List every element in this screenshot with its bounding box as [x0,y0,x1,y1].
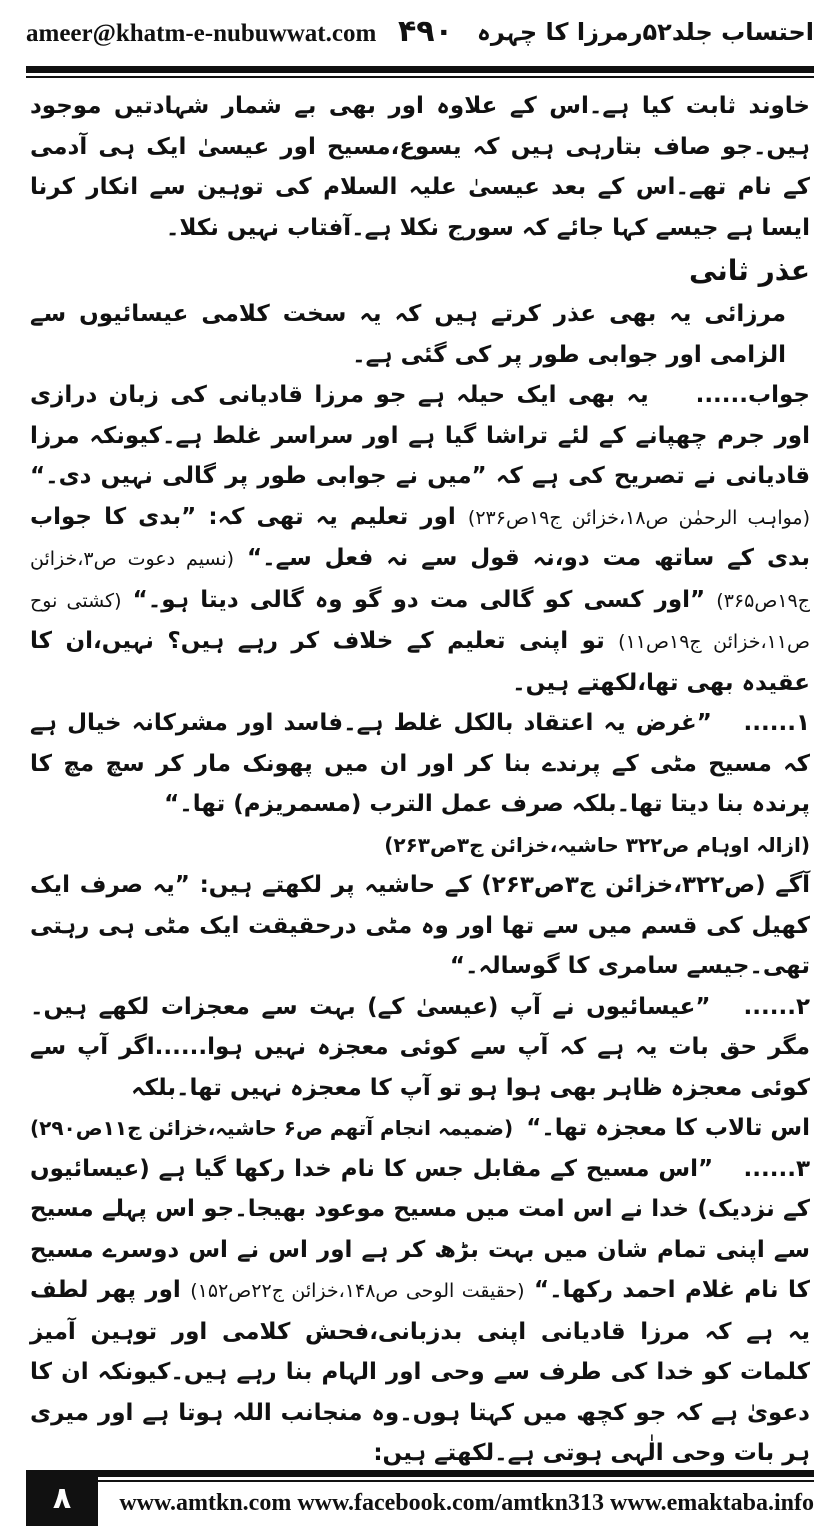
answer-label: جواب...... [695,382,810,408]
item-2-end: اس تالاب کا معجزہ تھا۔“ [526,1115,810,1141]
quote-item-1 [30,703,810,825]
header-page-number: ۴۹۰ [398,14,453,49]
item-1-continuation: آگے (ص۳۲۲،خزائن ج۳ص۲۶۳) کے حاشیہ پر لکھتے ہیں: ”یہ صرف ایک کھیل کی قسم میں سے تھا اور وہ مٹی درحقیقت ایک مٹی ہی رہتی تھی۔جیسے سامری کا گوسالہ۔“ [30,872,810,979]
item-3-text: ”اس مسیح کے مقابل جس کا نام خدا رکھا گیا ہے (عیسائیوں کے نزدیک) خدا نے اس امت میں مسیح موعود بھیجا۔جو اس پہلے مسیح سے اپنی تمام شان میں بہت بڑھ کر ہے اور اس نے اس دوسرے مسیح کا نام غلام احمد رکھا۔“ [30,1155,810,1303]
header-email-link[interactable]: ameer@khatm-e-nubuwwat.com [26,20,377,47]
section-heading: عذر ثانی [688,254,810,287]
header-title: احتساب جلد۵۲رمرزا کا چہرہ [476,18,814,46]
item-1-reference: (ازالہ اوہام ص۳۲۲ حاشیہ،خزائن ج۳ص۲۶۳) [384,832,810,857]
closing-text: اور پھر لطف یہ ہے کہ مرزا قادیانی اپنی بدزبانی،فحش کلامی اور توہین آمیز کلمات کو خدا کی طرف سے وحی اور الہام بنا رہے ہیں۔کیونکہ ان کا دعویٰ ہے کہ جو کچھ میں کہتا ہوں۔وہ منجانب اللہ ہوتا ہے اور میری ہر بات وحی الٰہی ہوتی ہے۔لکھتے ہیں: [30,1277,810,1466]
answer-text-d: تو اپنی تعلیم کے خلاف کر رہے ہیں؟ نہیں،ان کا عقیدہ بھی تھا،لکھتے ہیں۔ [30,628,810,696]
answer-text-c: ”اور کسی کو گالی مت دو گو وہ گالی دیتا ہو۔“ [132,586,706,613]
quote-item-3 [30,1149,810,1474]
quote-item-2 [30,987,810,1109]
item-2-number: ۲...... [743,993,810,1020]
answer-text-a: یہ بھی ایک حیلہ ہے جو مرزا قادیانی کی زبان درازی اور جرم چھپانے کے لئے تراشا گیا ہے اور سراسر غلط ہے۔کیونکہ مرزا قادیانی نے تصریح کی ہے کہ ”میں نے جوابی طور پر گالی نہیں دی۔“ [30,382,810,489]
header-rule-thick [26,66,814,73]
item-2-end-row [30,1108,810,1149]
citation-mawahib: (مواہب الرحمٰن ص۱۸،خزائن ج۱۹ص۲۳۶) [467,506,810,529]
page-body [30,86,811,1466]
page-footer [26,1470,814,1530]
item-1-text: ”غرض یہ اعتقاد بالکل غلط ہے۔فاسد اور مشرکانہ خیال ہے کہ مسیح مٹی کے پرندے بنا کر اور ان میں پھونک مار کر سچ مچ کا پرندہ بنا دیتا تھا۔بلکہ صرف عمل الترب (مسمریزم) تھا۔“ [30,710,810,817]
footer-rule-thick [26,1470,814,1477]
page-header [26,14,814,64]
citation-haqiqat: (حقیقت الوحی ص۱۴۸،خزائن ج۲۲ص۱۵۲) [190,1280,525,1302]
header-rule-thin [26,76,814,78]
item-2-reference: (ضمیمہ انجام آتھم ص۶ حاشیہ،خزائن ج۱۱ص۲۹۰) [30,1116,514,1140]
footer-rule-thin [26,1480,814,1482]
item-1-number: ۱...... [743,710,810,736]
item-2-text: ”عیسائیوں نے آپ (عیسیٰ کے) بہت سے معجزات لکھے ہیں۔مگر حق بات یہ ہے کہ آپ سے کوئی معجزہ نہیں ہوا......اگر آپ سے کوئی معجزہ ظاہر بھی ہوا ہو تو آپ کا معجزہ نہیں تھا۔بلکہ [30,993,810,1101]
footer-page-badge: ۸ [26,1470,98,1526]
paragraph-intro: خاوند ثابت کیا ہے۔اس کے علاوہ اور بھی بے شمار شہادتیں موجود ہیں۔جو صاف بتارہی ہیں کہ یسوع،مسیح اور عیسیٰ ایک ہی آدمی کے نام تھے۔اس کے بعد عیسیٰ علیہ السلام کی توہین سے انکار کرنا ایسا ہے جیسے کہا جائے کہ سورج نکلا ہے۔آفتاب نہیں نکلا۔ [30,93,810,241]
footer-website-links[interactable]: www.amtkn.com www.facebook.com/amtkn313 www.emaktaba.info [119,1490,814,1516]
item-3-number: ۳...... [743,1155,810,1182]
citation-kashti: (کشتی نوح ص۱۱،خزائن ج۱۹ص۱۱) [30,589,810,653]
citation-naseem: (نسیم دعوت ص۳،خزائن ج۱۹ص۳۶۵) [30,548,811,612]
paragraph-answer [30,375,810,703]
answer-text-b: اور تعلیم یہ تھی کہ: ”بدی کا جواب بدی کے ساتھ مت دو،نہ قول سے نہ فعل سے۔“ [30,503,810,571]
paragraph-excuse: مرزائی یہ بھی عذر کرتے ہیں کہ یہ سخت کلامی عیسائیوں سے الزامی اور جوابی طور پر کی گئی ہے۔ [30,301,786,368]
